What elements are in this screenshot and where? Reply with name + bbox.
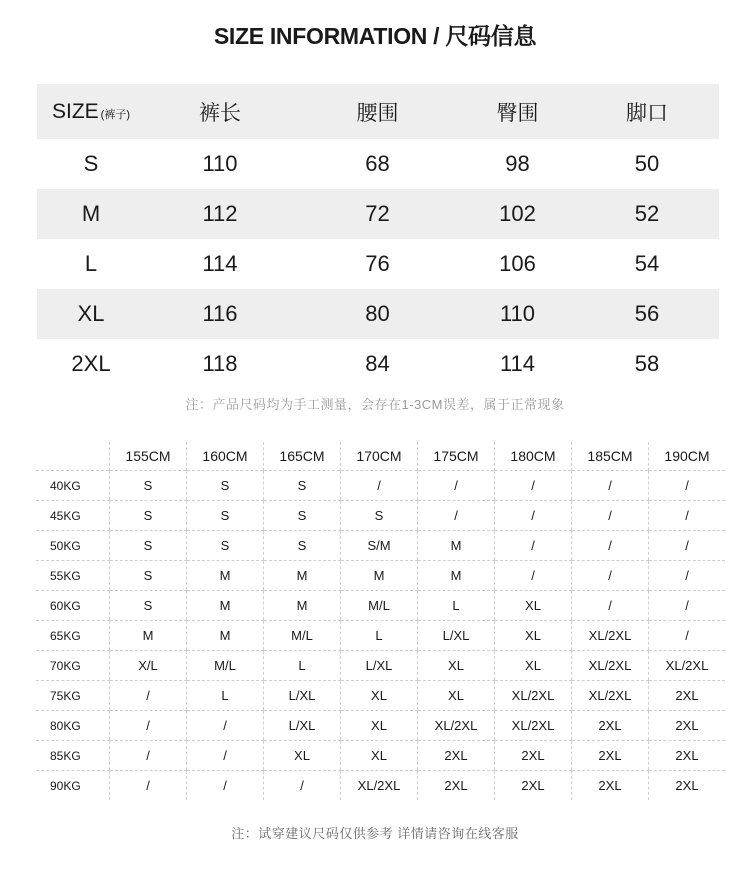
recommended-size-cell: S — [187, 531, 264, 561]
size-cell: XL — [37, 289, 145, 339]
weight-label: 40KG — [36, 471, 110, 501]
size-row-s — [37, 139, 719, 189]
recommended-size-cell: / — [341, 471, 418, 501]
hem-cell: 52 — [575, 189, 719, 239]
recommended-size-cell: L — [341, 621, 418, 651]
recommended-size-cell: S — [187, 471, 264, 501]
hem-cell: 56 — [575, 289, 719, 339]
recommended-size-cell: XL — [341, 711, 418, 741]
waist-cell: 80 — [295, 289, 460, 339]
weight-row — [36, 621, 725, 651]
height-header: 175CM — [418, 442, 495, 471]
recommended-size-cell: S — [110, 561, 187, 591]
weight-label: 90KG — [50, 778, 81, 793]
recommended-size-cell: M — [264, 561, 341, 591]
length-cell: 118 — [202, 351, 238, 376]
weight-label: 50KG — [36, 531, 110, 561]
recommended-size-cell: / — [418, 471, 495, 501]
weight-label: 75KG — [36, 681, 110, 711]
recommended-size-cell: 2XL — [649, 681, 726, 711]
recommended-size-cell: 2XL — [572, 741, 649, 771]
recommended-size-cell: / — [264, 771, 341, 801]
size-row-m — [37, 189, 719, 239]
hem-cell: 54 — [634, 251, 660, 276]
recommended-size-cell: XL — [264, 741, 341, 771]
recommended-size-cell: XL — [495, 651, 572, 681]
recommended-size-cell: M — [341, 561, 418, 591]
recommended-size-cell: / — [572, 591, 649, 621]
recommended-size-cell: S — [187, 501, 264, 531]
recommended-size-cell: XL — [418, 651, 495, 681]
length-cell: 110 — [202, 151, 238, 176]
hip-cell: 98 — [505, 151, 530, 176]
recommended-size-cell: / — [649, 471, 726, 501]
recommended-size-cell: / — [495, 531, 572, 561]
recommended-size-cell: / — [572, 471, 649, 501]
recommended-size-cell: / — [110, 681, 187, 711]
recommended-size-cell: M — [187, 591, 264, 621]
fitting-advice-note: 注：试穿建议尺码仅供参考 详情请咨询在线客服 — [231, 826, 519, 841]
size-column-header — [37, 84, 145, 139]
recommended-size-cell: S — [110, 531, 187, 561]
recommended-size-cell: / — [495, 471, 572, 501]
weight-row — [36, 741, 725, 771]
hip-cell: 114 — [499, 351, 536, 376]
height-header: 180CM — [495, 442, 572, 471]
weight-label: 65KG — [36, 621, 110, 651]
recommended-size-cell: / — [649, 501, 726, 531]
hem-cell: 58 — [634, 351, 660, 376]
recommended-size-cell: XL/2XL — [649, 651, 726, 681]
recommended-size-cell: XL — [418, 681, 495, 711]
recommended-size-cell: M — [110, 621, 187, 651]
column-header-waist: 腰围 — [295, 84, 460, 139]
recommended-size-cell: 2XL — [572, 711, 649, 741]
size-cell: L — [84, 251, 98, 276]
recommended-size-cell: S — [264, 471, 341, 501]
recommended-size-cell: 2XL — [495, 741, 572, 771]
recommended-size-cell: / — [187, 741, 264, 771]
recommended-size-cell: M — [187, 621, 264, 651]
recommended-size-cell: L/XL — [341, 651, 418, 681]
recommended-size-cell: / — [572, 501, 649, 531]
waist-cell: 72 — [295, 189, 460, 239]
weight-label: 45KG — [36, 501, 110, 531]
column-header-hip: 臀围 — [460, 84, 575, 139]
height-header: 170CM — [341, 442, 418, 471]
recommended-size-cell: S/M — [341, 531, 418, 561]
weight-label: 80KG — [36, 711, 110, 741]
weight-row — [36, 681, 725, 711]
recommended-size-cell: XL — [495, 591, 572, 621]
weight-row — [36, 531, 725, 561]
recommended-size-cell: M — [187, 561, 264, 591]
recommended-size-cell: 2XL — [418, 771, 495, 801]
height-header: 155CM — [110, 442, 187, 471]
recommended-size-cell: 2XL — [649, 771, 726, 801]
recommended-size-cell: M — [418, 561, 495, 591]
height-header: 160CM — [187, 442, 264, 471]
hip-cell: 102 — [460, 189, 575, 239]
recommended-size-cell: / — [187, 771, 264, 801]
recommended-size-cell: XL — [341, 741, 418, 771]
weight-row — [36, 711, 725, 741]
recommended-size-cell: 2XL — [649, 711, 726, 741]
recommended-size-cell: / — [495, 501, 572, 531]
recommended-size-cell: XL/2XL — [572, 621, 649, 651]
recommended-size-cell: / — [418, 501, 495, 531]
size-recommendation-table — [36, 442, 725, 800]
recommended-size-cell: / — [187, 711, 264, 741]
recommended-size-cell: M/L — [187, 651, 264, 681]
recommended-size-cell: XL/2XL — [495, 711, 572, 741]
recommended-size-cell: M/L — [264, 621, 341, 651]
recommended-size-cell: XL — [341, 681, 418, 711]
column-header-length: 裤长 — [145, 84, 295, 139]
recommended-size-cell: S — [341, 501, 418, 531]
weight-row — [36, 771, 725, 801]
recommended-size-cell: M — [264, 591, 341, 621]
height-header: 185CM — [572, 442, 649, 471]
recommended-size-cell: / — [495, 561, 572, 591]
size-cell: M — [37, 189, 145, 239]
length-cell: 114 — [202, 251, 238, 276]
recommended-size-cell: L/XL — [418, 621, 495, 651]
recommended-size-cell: XL/2XL — [572, 651, 649, 681]
recommended-size-cell: L — [264, 651, 341, 681]
recommended-size-cell: / — [649, 561, 726, 591]
recommended-size-cell: / — [572, 561, 649, 591]
recommended-size-cell: / — [649, 591, 726, 621]
page-title: SIZE INFORMATION / 尺码信息 — [213, 23, 537, 49]
hem-cell: 50 — [634, 151, 660, 176]
recommended-size-cell: L — [418, 591, 495, 621]
recommended-size-cell: 2XL — [649, 741, 726, 771]
recommended-size-cell: XL/2XL — [418, 711, 495, 741]
size-row-xl — [37, 289, 719, 339]
waist-cell: 76 — [365, 251, 390, 276]
recommended-size-cell: / — [649, 531, 726, 561]
column-header-hem: 脚口 — [575, 84, 719, 139]
corner-cell — [36, 442, 110, 471]
weight-label: 55KG — [36, 561, 110, 591]
size-cell: S — [83, 151, 99, 176]
recommended-size-cell: / — [572, 531, 649, 561]
weight-label: 60KG — [36, 591, 110, 621]
weight-row — [36, 471, 725, 501]
recommended-size-cell: XL/2XL — [341, 771, 418, 801]
size-cell: 2XL — [71, 351, 111, 376]
recommended-size-cell: S — [264, 501, 341, 531]
recommended-size-cell: L — [187, 681, 264, 711]
recommended-size-cell: M — [418, 531, 495, 561]
height-header: 190CM — [649, 442, 726, 471]
hip-cell: 106 — [499, 251, 536, 276]
weight-row — [36, 501, 725, 531]
recommended-size-cell: S — [110, 591, 187, 621]
recommended-size-cell: / — [110, 771, 187, 801]
recommended-size-cell: XL — [495, 621, 572, 651]
size-label: SIZE — [51, 99, 99, 123]
recommended-size-cell: M/L — [341, 591, 418, 621]
weight-row — [36, 591, 725, 621]
recommended-size-cell: / — [110, 711, 187, 741]
recommended-size-cell: 2XL — [418, 741, 495, 771]
weight-row — [36, 651, 725, 681]
recommended-size-cell: / — [110, 741, 187, 771]
recommended-size-cell: 2XL — [572, 771, 649, 801]
size-chart-table — [37, 84, 719, 389]
measurement-note: 注：产品尺码均为手工测量，会存在1-3CM误差，属于正常现象 — [185, 397, 565, 412]
recommended-size-cell: L/XL — [264, 711, 341, 741]
recommended-size-cell: 2XL — [495, 771, 572, 801]
recommended-size-cell: XL/2XL — [495, 681, 572, 711]
recommended-size-cell: X/L — [110, 651, 187, 681]
waist-cell: 84 — [365, 351, 390, 376]
recommended-size-cell: S — [110, 471, 187, 501]
recommended-size-cell: S — [264, 531, 341, 561]
weight-row — [36, 561, 725, 591]
length-cell: 112 — [145, 189, 295, 239]
recommended-size-cell: L/XL — [264, 681, 341, 711]
size-row-l — [37, 239, 719, 289]
height-header-row — [36, 442, 725, 471]
size-chart-header-row — [37, 84, 719, 139]
size-sublabel: (裤子) — [100, 108, 130, 121]
height-header: 165CM — [264, 442, 341, 471]
weight-label: 70KG — [36, 651, 110, 681]
size-row-2xl — [37, 339, 719, 389]
waist-cell: 68 — [365, 151, 390, 176]
length-cell: 116 — [145, 289, 295, 339]
hip-cell: 110 — [460, 289, 575, 339]
recommended-size-cell: XL/2XL — [572, 681, 649, 711]
weight-label: 85KG — [36, 741, 110, 771]
recommended-size-cell: S — [110, 501, 187, 531]
recommended-size-cell: / — [649, 621, 726, 651]
